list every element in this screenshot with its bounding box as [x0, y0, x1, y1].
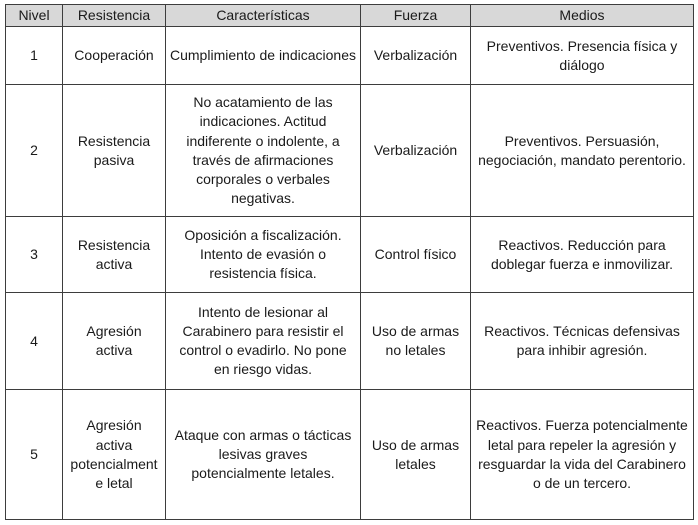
- cell-nivel: 1: [6, 27, 63, 85]
- cell-nivel: 2: [6, 85, 63, 217]
- column-header-resistencia: Resistencia: [63, 5, 166, 27]
- cell-resistencia: Cooperación: [63, 27, 166, 85]
- cell-medios: Reactivos. Técnicas defensivas para inhibir agresión.: [471, 293, 694, 390]
- cell-medios: Preventivos. Presencia física y diálogo: [471, 27, 694, 85]
- cell-medios: Reactivos. Fuerza potencialmente letal para repeler la agresión y resguardar la vida del Carabinero o de un tercero.: [471, 390, 694, 520]
- use-of-force-table: [5, 4, 694, 520]
- cell-medios: Preventivos. Persuasión, negociación, mandato perentorio.: [471, 85, 694, 217]
- table-row: [6, 293, 694, 390]
- cell-caracteristicas: No acatamiento de las indicaciones. Actitud indiferente o indolente, a través de afirmaciones corporales o verbales negativas.: [166, 85, 361, 217]
- table-header-row: [6, 5, 694, 27]
- cell-resistencia: Resistencia activa: [63, 217, 166, 293]
- cell-resistencia: Agresión activa: [63, 293, 166, 390]
- table-row: [6, 217, 694, 293]
- column-header-fuerza: Fuerza: [361, 5, 471, 27]
- cell-fuerza: Uso de armas letales: [361, 390, 471, 520]
- table-row: [6, 390, 694, 520]
- cell-caracteristicas: Ataque con armas o tácticas lesivas graves potencialmente letales.: [166, 390, 361, 520]
- cell-resistencia: Resistencia pasiva: [63, 85, 166, 217]
- cell-resistencia: Agresión activa potencialmente letal: [63, 390, 166, 520]
- table-row: [6, 27, 694, 85]
- cell-fuerza: Control físico: [361, 217, 471, 293]
- cell-nivel: 4: [6, 293, 63, 390]
- cell-caracteristicas: Intento de lesionar al Carabinero para resistir el control o evadirlo. No pone en riesgo vidas.: [166, 293, 361, 390]
- cell-nivel: 3: [6, 217, 63, 293]
- cell-medios: Reactivos. Reducción para doblegar fuerza e inmovilizar.: [471, 217, 694, 293]
- cell-caracteristicas: Oposición a fiscalización. Intento de evasión o resistencia física.: [166, 217, 361, 293]
- cell-caracteristicas: Cumplimiento de indicaciones: [166, 27, 361, 85]
- column-header-caracteristicas: Características: [166, 5, 361, 27]
- cell-nivel: 5: [6, 390, 63, 520]
- table-row: [6, 85, 694, 217]
- column-header-nivel: Nivel: [6, 5, 63, 27]
- cell-fuerza: Verbalización: [361, 27, 471, 85]
- cell-fuerza: Verbalización: [361, 85, 471, 217]
- cell-fuerza: Uso de armas no letales: [361, 293, 471, 390]
- column-header-medios: Medios: [471, 5, 694, 27]
